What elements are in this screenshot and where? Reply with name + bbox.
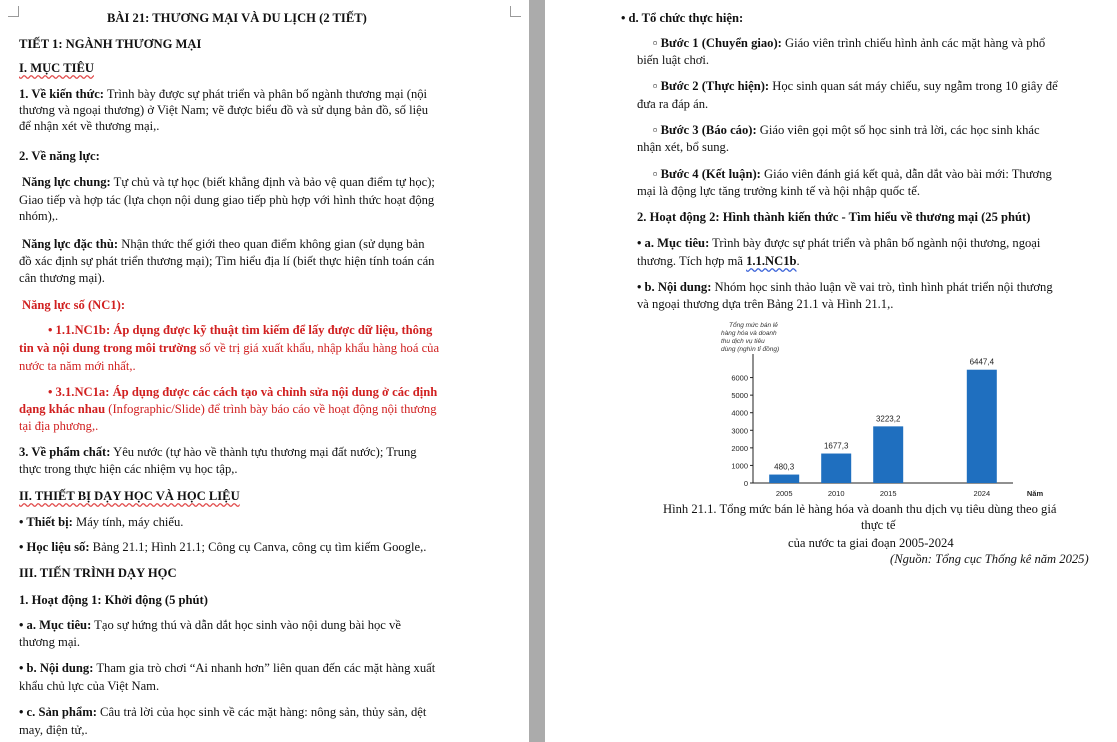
paragraph-line: Giao tiếp và hợp tác (lựa chọn nội dung giao tiếp phù hợp với hình thức hoạt động — [19, 193, 435, 207]
figure-caption: Hình 21.1. Tổng mức bán lẻ hàng hóa và doanh thu dịch vụ tiêu dùng theo giá — [663, 502, 1057, 516]
section-heading — [19, 60, 94, 76]
paragraph-line — [19, 444, 417, 460]
subheading: 2. Về năng lực: — [19, 149, 100, 163]
paragraph-line: nhận xét, bổ sung. — [637, 140, 729, 154]
y-tick-label: 2000 — [731, 443, 748, 453]
x-tick-label: 2015 — [879, 489, 897, 498]
figure-caption: thực tế — [861, 518, 896, 532]
text: Máy tính, máy chiếu. — [72, 515, 184, 529]
section-heading: III. TIẾN TRÌNH DẠY HỌC — [19, 566, 177, 580]
label: • a. Mục tiêu: — [19, 618, 92, 632]
paragraph-line — [637, 253, 800, 269]
text: (Infographic/Slide) để trình bày báo cáo về hoạt động nội thương — [105, 402, 437, 416]
paragraph-line: và ngoại thương dựa trên Bảng 21.1 và Hình 21.1,. — [637, 297, 894, 311]
y-tick-label: 0 — [743, 479, 748, 488]
paragraph-line: tại địa phương,. — [19, 419, 99, 433]
section-heading-text: I. MỤC TIÊU — [19, 61, 94, 75]
paragraph-line: thương và ngoại thương) ở Việt Nam; vẽ được biểu đồ và sử dụng bản đồ, số liệu — [19, 103, 429, 117]
text: thương. Tích hợp mã — [637, 254, 747, 268]
y-axis-title-line: Tổng mức bán lẻ — [729, 322, 778, 329]
margin-corner-mark — [8, 6, 19, 17]
text: Câu trả lời của học sinh về các mặt hàng: nông sản, thủy sản, dệt — [96, 705, 427, 719]
figure-caption: của nước ta giai đoạn 2005-2024 — [788, 536, 954, 550]
text: Tạo sự hứng thú và dẫn dắt học sinh vào nội dung bài học về — [91, 618, 401, 632]
digital-competence-item: • 1.1.NC1b: Áp dụng được kỹ thuật tìm kiếm để lấy được dữ liệu, thông — [48, 323, 433, 337]
paragraph-line: khẩu chủ lực của Việt Nam. — [19, 679, 160, 693]
text: số về trị giá xuất khẩu, nhập khẩu hàng hoá của — [196, 341, 440, 355]
paragraph-line — [19, 514, 183, 530]
label: 3. Về phẩm chất: — [19, 445, 111, 459]
paragraph-line — [653, 78, 1058, 94]
label: • Học liệu số: — [19, 540, 90, 554]
label: 1. Về kiến thức: — [19, 87, 104, 101]
y-tick-label: 6000 — [731, 373, 748, 383]
paragraph-line — [653, 166, 1052, 182]
paragraph-line: nhóm),. — [19, 209, 59, 223]
bar — [873, 426, 903, 483]
text: Nhận thức thế giới theo quan điểm không gian (sử dụng bản — [118, 237, 425, 251]
text: Trình bày được sự phát triển và phân bố ngành nội thương, ngoại — [709, 236, 1041, 250]
paragraph-line — [19, 86, 427, 102]
label: ▫ Bước 1 (Chuyển giao): — [653, 36, 782, 50]
bar-value-label: 480,3 — [774, 462, 795, 472]
bar-value-label: 1677,3 — [823, 441, 849, 451]
paragraph-line — [19, 617, 401, 633]
paragraph-line — [19, 401, 437, 417]
bar — [769, 475, 799, 483]
label: • b. Nội dung: — [637, 280, 712, 294]
x-axis-title: Năm — [1026, 489, 1044, 498]
paragraph-line — [22, 236, 425, 252]
paragraph-line — [19, 704, 426, 720]
paragraph-line — [19, 340, 439, 356]
y-axis-title-line: hàng hóa và doanh — [721, 330, 777, 337]
label: • Thiết bị: — [19, 515, 73, 529]
paragraph-line: đồ xác định sự phát triển thương mại); Tìm hiểu địa lí (biết thực hiện tính toán cán — [19, 254, 435, 268]
figure-source: (Nguồn: Tổng cục Thống kê năm 2025) — [890, 552, 1089, 566]
competence-code: 1.1.NC1b — [746, 254, 797, 268]
paragraph-line: thương mại. — [19, 635, 81, 649]
bar — [821, 454, 851, 483]
section-heading — [19, 488, 240, 504]
text: Bảng 21.1; Hình 21.1; Công cụ Canva, công cụ tìm kiếm Google,. — [89, 540, 427, 554]
paragraph-line — [637, 279, 1053, 295]
paragraph-line: biến luật chơi. — [637, 53, 710, 67]
lesson-title: BÀI 21: THƯƠNG MẠI VÀ DU LỊCH (2 TIẾT) — [107, 11, 367, 25]
text: Giáo viên đánh giá kết quả, dẫn dắt vào bài mới: Thương — [760, 167, 1052, 181]
text: Trình bày được sự phát triển và phân bố ngành thương mại (nội — [103, 87, 428, 101]
label: • a. Mục tiêu: — [637, 236, 710, 250]
section-heading-text: II. THIẾT BỊ DẠY HỌC VÀ HỌC LIỆU — [19, 489, 240, 503]
text: Giáo viên trình chiếu hình ảnh các mặt hàng và phổ — [781, 36, 1046, 50]
text: Học sinh quan sát máy chiếu, suy ngẫm trong 10 giây để — [769, 79, 1058, 93]
text: . — [796, 254, 800, 268]
y-tick-label: 3000 — [731, 426, 748, 436]
paragraph-line: nước ta năm mới nhất,. — [19, 359, 136, 373]
margin-corner-mark — [510, 6, 521, 17]
paragraph-line: thực trong thực hiện các nhiệm vụ học tập,. — [19, 462, 238, 476]
paragraph-line — [19, 660, 435, 676]
bar-value-label: 3223,2 — [875, 414, 901, 424]
digital-competence-heading: Năng lực số (NC1): — [22, 298, 126, 312]
paragraph-line — [22, 174, 435, 190]
activity-heading: 2. Hoạt động 2: Hình thành kiến thức - Tìm hiểu về thương mại (25 phút) — [637, 210, 1031, 224]
paragraph-line — [653, 35, 1045, 51]
y-tick-label: 5000 — [731, 391, 748, 401]
text: Yêu nước (tự hào về thành tựu thương mại đất nước); Trung — [110, 445, 417, 459]
y-axis-title-line: thu dịch vụ tiêu — [721, 338, 765, 345]
label: ▫ Bước 4 (Kết luận): — [653, 167, 761, 181]
x-tick-label: 2005 — [775, 489, 793, 498]
subheading: • d. Tổ chức thực hiện: — [621, 11, 744, 25]
paragraph-line — [19, 539, 426, 555]
period-title: TIẾT 1: NGÀNH THƯƠNG MẠI — [19, 37, 202, 51]
label: • b. Nội dung: — [19, 661, 94, 675]
digital-competence-item: • 3.1.NC1a: Áp dụng được các cách tạo và chỉnh sửa nội dung ở các định — [48, 385, 438, 399]
text: Tự chủ và tự học (biết khẳng định và bảo vệ quan điểm tự học); — [110, 175, 435, 189]
x-tick-label: 2024 — [973, 489, 991, 498]
bold-text: dạng khác nhau — [19, 402, 106, 416]
paragraph-line — [653, 122, 1040, 138]
paragraph-line: cân thương mại). — [19, 271, 105, 285]
activity-heading: 1. Hoạt động 1: Khởi động (5 phút) — [19, 593, 208, 607]
y-tick-label: 4000 — [731, 408, 748, 418]
paragraph-line: may, điện tử,. — [19, 723, 88, 737]
y-tick-label: 1000 — [731, 461, 748, 471]
retail-sales-bar-chart — [703, 316, 1063, 502]
label: Năng lực chung: — [22, 175, 111, 189]
left-page — [0, 0, 529, 742]
paragraph-line — [637, 235, 1040, 251]
bold-text: tin và nội dung trong môi trường — [19, 341, 197, 355]
bar-value-label: 6447,4 — [969, 357, 995, 367]
text: Tham gia trò chơi “Ai nhanh hơn” liên quan đến các mặt hàng xuất — [93, 661, 436, 675]
label: ▫ Bước 2 (Thực hiện): — [653, 79, 770, 93]
paragraph-line: mại là động lực tăng trưởng kinh tế và hội nhập quốc tế. — [637, 184, 920, 198]
label: • c. Sản phẩm: — [19, 705, 97, 719]
right-page — [545, 0, 1117, 742]
x-tick-label: 2010 — [827, 489, 845, 498]
paragraph-line: để nhận xét về thương mại,. — [19, 119, 160, 133]
paragraph-line: đưa ra đáp án. — [637, 97, 709, 111]
text: Nhóm học sinh thảo luận về vai trò, tình hình phát triển nội thương — [711, 280, 1053, 294]
label: ▫ Bước 3 (Báo cáo): — [653, 123, 757, 137]
bar — [967, 370, 997, 483]
text: Giáo viên gọi một số học sinh trả lời, các học sinh khác — [756, 123, 1040, 137]
y-axis-title-line: dùng (nghìn tỉ đồng) — [721, 346, 780, 353]
label: Năng lực đặc thù: — [22, 237, 119, 251]
